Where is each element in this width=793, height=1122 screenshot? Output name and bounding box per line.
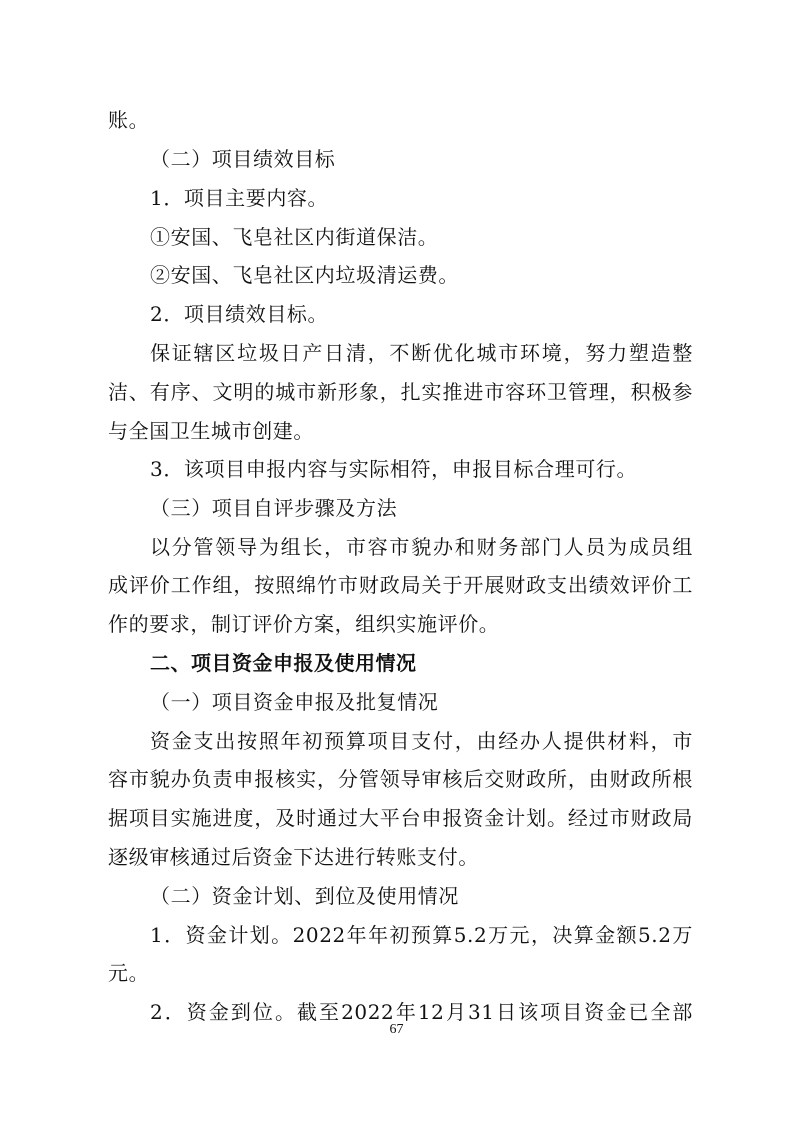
subsection-performance-goals: 2．项目绩效目标。 bbox=[150, 302, 329, 326]
section-heading-fund-usage: （二）资金计划、到位及使用情况 bbox=[150, 884, 459, 908]
subsection-main-content: 1．项目主要内容。 bbox=[150, 186, 329, 210]
page-number: 67 bbox=[389, 1022, 404, 1037]
paragraph-line: 据项目实施进度，及时通过大平台申报资金计划。经过市财政局 bbox=[108, 806, 693, 830]
paragraph-line: 作的要求，制订评价方案，组织实施评价。 bbox=[108, 612, 500, 636]
paragraph-line: 2．资金到位。截至2022年12月31日该项目资金已全部 bbox=[150, 1000, 693, 1024]
list-item: ①安国、飞皂社区内街道保洁。 bbox=[150, 225, 439, 249]
section-heading-self-evaluation: （三）项目自评步骤及方法 bbox=[150, 496, 398, 520]
chapter-heading-funds: 二、项目资金申报及使用情况 bbox=[150, 651, 417, 675]
paragraph-line: 与全国卫生城市创建。 bbox=[108, 419, 314, 443]
paragraph-line: 账。 bbox=[108, 108, 150, 132]
paragraph-line: 1．资金计划。2022年年初预算5.2万元，决算金额5.2万 bbox=[150, 923, 693, 947]
section-heading-fund-application: （一）项目资金申报及批复情况 bbox=[150, 690, 439, 714]
paragraph-line: 成评价工作组，按照绵竹市财政局关于开展财政支出绩效评价工 bbox=[108, 573, 693, 597]
list-item: ②安国、飞皂社区内垃圾清运费。 bbox=[150, 263, 459, 287]
paragraph-line: 洁、有序、文明的城市新形象，扎实推进市容环卫管理，积极参 bbox=[108, 380, 693, 404]
paragraph-line: 元。 bbox=[108, 961, 150, 985]
paragraph-line: 保证辖区垃圾日产日清，不断优化城市环境，努力塑造整 bbox=[150, 341, 693, 365]
paragraph-line: 资金支出按照年初预算项目支付，由经办人提供材料，市 bbox=[150, 729, 693, 753]
paragraph-line: 逐级审核通过后资金下达进行转账支付。 bbox=[108, 845, 479, 869]
paragraph-line: 容市貌办负责申报核实，分管领导审核后交财政所，由财政所根 bbox=[108, 767, 693, 791]
section-heading-performance-goals: （二）项目绩效目标 bbox=[150, 147, 336, 171]
paragraph-line: 3．该项目申报内容与实际相符，申报目标合理可行。 bbox=[150, 457, 638, 481]
paragraph-line: 以分管领导为组长，市容市貌办和财务部门人员为成员组 bbox=[150, 535, 693, 559]
